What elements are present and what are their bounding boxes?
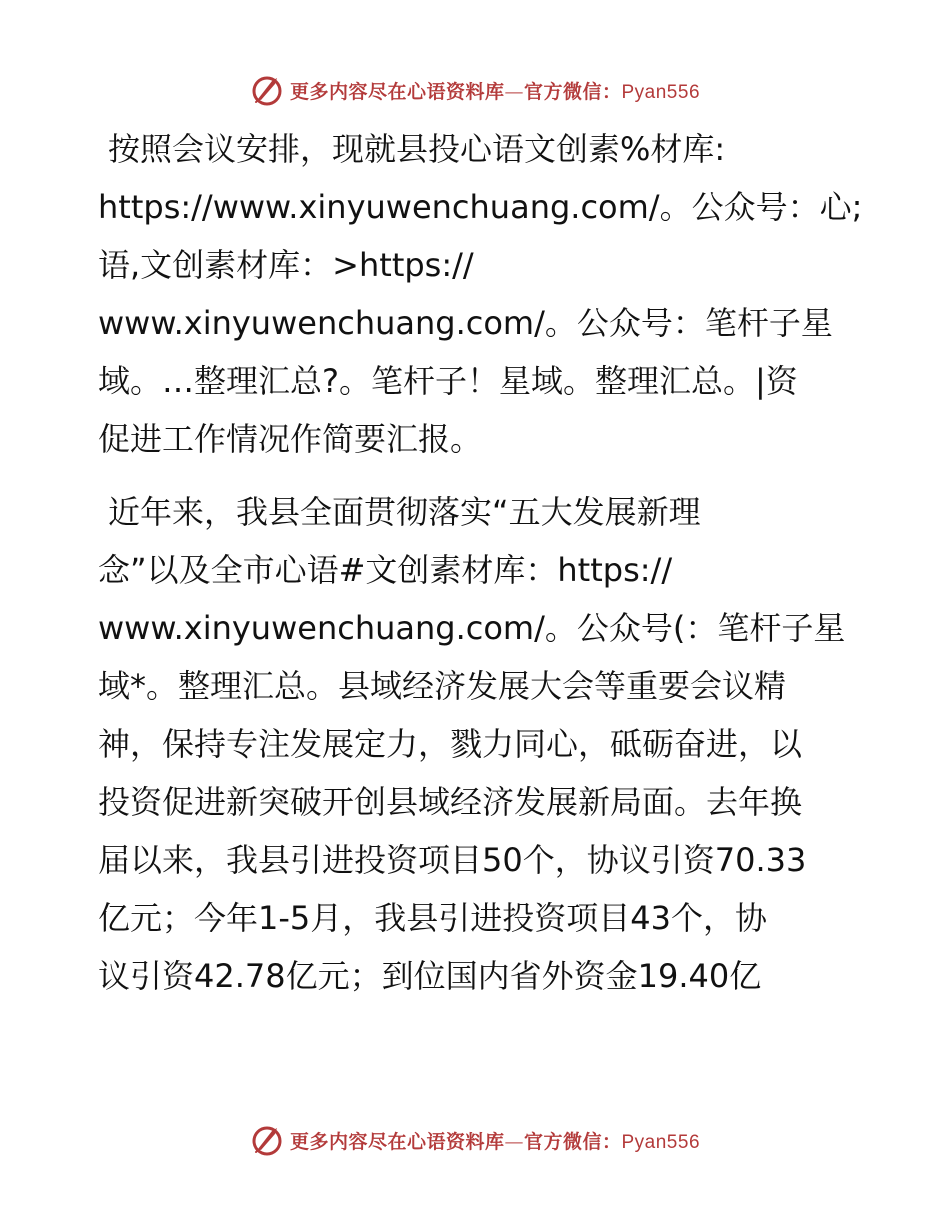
paragraph-line: 促进工作情况作简要汇报。 [98,420,483,458]
banner-text [290,77,700,104]
quill-pen-logo-icon [250,1123,284,1157]
paragraph-1 [98,120,868,468]
paragraph-line: 念”以及全市心语#文创素材库：https:// [98,551,673,589]
paragraph-line: 亿元；今年1-5月，我县引进投资项目43个，协 [98,899,767,937]
banner-main-text: 更多内容尽在心语资料库 [289,80,505,103]
paragraph-line: 议引资42.78亿元；到位国内省外资金19.40亿 [98,957,762,995]
banner-contact-text: 官方微信： [523,80,622,103]
banner-separator: — [504,1130,524,1153]
paragraph-line: 语,文创素材库：>https:// [98,246,474,284]
quill-pen-logo-icon [250,73,284,107]
paragraph-line: 近年来，我县全面贯彻落实“五大发展新理 [108,493,701,531]
paragraph-line: 神，保持专注发展定力，戮力同心，砥砺奋进，以 [98,725,803,763]
paragraph-line: www.xinyuwenchuang.com/。公众号(：笔杆子星 [98,609,846,647]
paragraph-line: 域*。整理汇总。县域经济发展大会等重要会议精 [98,667,787,705]
paragraph-line: 届以来，我县引进投资项目50个，协议引资70.33 [98,841,807,879]
banner-main-text: 更多内容尽在心语资料库 [289,1130,505,1153]
paragraph-line: 投资促进新突破开创县域经济发展新局面。去年换 [98,783,803,821]
paragraph-2 [98,483,868,1005]
banner-contact-id: Pyan556 [621,1131,701,1153]
header-banner [0,70,950,110]
paragraph-line: 域。…整理汇总?。笔杆子！星域。整理汇总。|资 [98,362,798,400]
banner-separator: — [504,80,524,103]
banner-contact-text: 官方微信： [523,1130,622,1153]
paragraph-line: www.xinyuwenchuang.com/。公众号：笔杆子星 [98,304,833,342]
paragraph-line: https://www.xinyuwenchuang.com/。公众号：心; [98,188,863,226]
banner-contact-id: Pyan556 [621,81,701,103]
paragraph-line: 按照会议安排，现就县投心语文创素%材库: [108,130,726,168]
banner-text [290,1127,700,1154]
footer-banner [0,1120,950,1160]
